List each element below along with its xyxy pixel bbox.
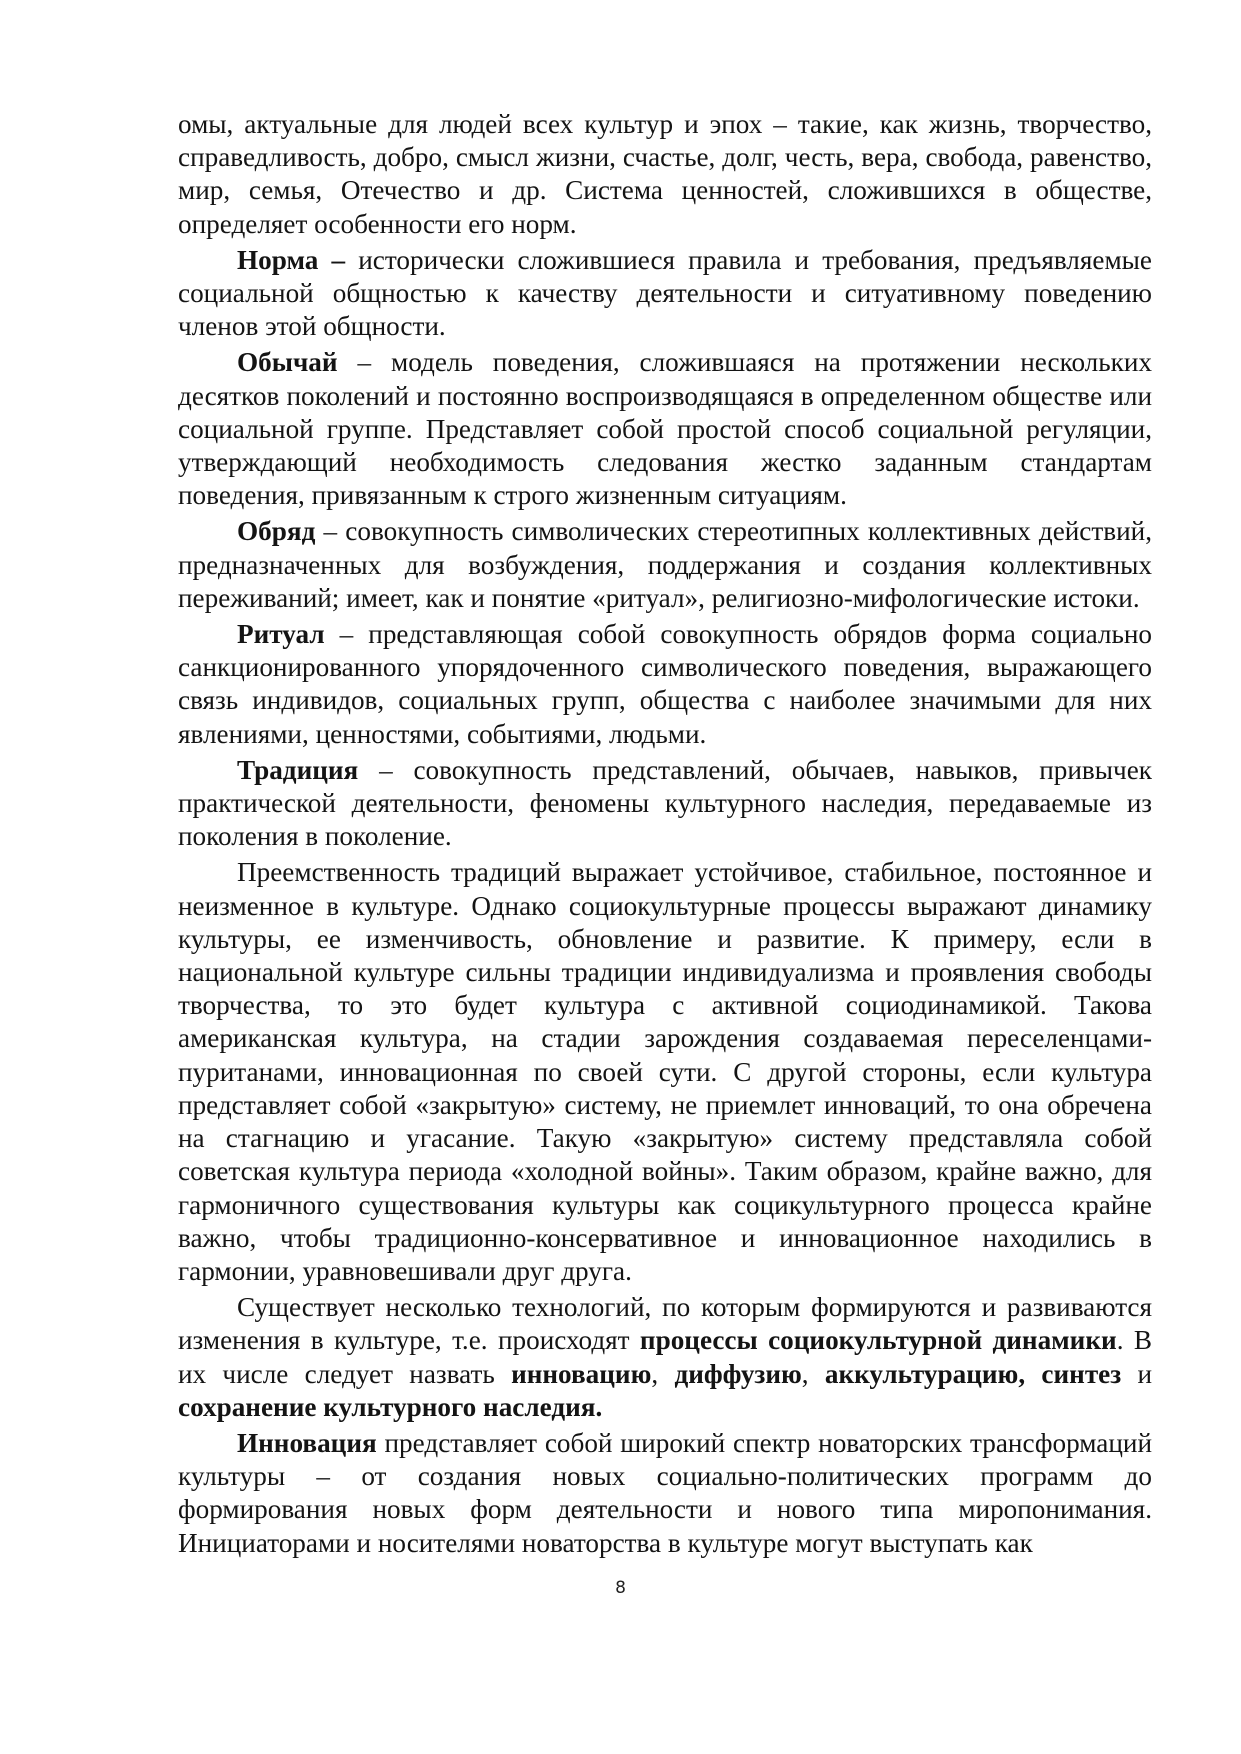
- paragraph-ritual: [178, 618, 1152, 751]
- term-heritage-preservation: сохранение культурного наследия.: [178, 1391, 603, 1422]
- paragraph-values-continuation: омы, актуальные для людей всех культур и эпох – такие, как жизнь, творчество, справедливость, добро, смысл жизни, счастье, долг, честь, вера, свобода, равенство, мир, семья, Отечество и др. Система ценностей, сложившихся в обществе, определяет особенности его норм.: [178, 109, 1152, 239]
- paragraph-norm: [178, 244, 1152, 344]
- term-ritual: Ритуал: [237, 619, 325, 650]
- term-innovation-heading: Инновация: [237, 1427, 377, 1458]
- document-page: [178, 108, 1152, 1560]
- paragraph-continuity: Преемственность традиций выражает устойчивое, стабильное, постоянное и неизменное в культуре. Однако социокультурные процессы выражают динамику культуры, ее изменчивость, обновление и развитие. К примеру, если в национальной культуре сильны традиции индивидуализма и проявления свободы творчества, то это будет культура с активной социодинамикой. Такова американская культура, на стадии зарождения создаваемая переселенцами-пуританами, инновационная по своей сути. С другой стороны, если культура представляет собой «закрытую» систему, не приемлет инноваций, то она обречена на стагнацию и угасание. Такую «закрытую» систему представляла собой советская культура периода «холодной войны». Таким образом, крайне важно, для гармоничного существования культуры как социкультурного процесса крайне важно, чтобы традиционно-консервативное и инновационное находились в гармонии, уравновешивали друг друга.: [178, 857, 1152, 1286]
- technologies-text-2: . В их числе следует назвать: [178, 1325, 1152, 1389]
- definition-rite: – совокупность символических стереотипных коллективных действий, предназначенных для возбуждения, поддержания и создания коллективных переживаний; имеет, как и понятие «ритуал», религиозно-мифологические истоки.: [178, 516, 1152, 613]
- definition-custom: – модель поведения, сложившаяся на протяжении нескольких десятков поколений и постоянно воспроизводящаяся в определенном обществе или социальной группе. Представляет собой простой способ социальной регуляции, утверждающий необходимость следования жестко заданным стандартам поведения, привязанным к строго жизненным ситуациям.: [178, 347, 1152, 511]
- technologies-text-5: и: [1121, 1358, 1153, 1389]
- definition-ritual: – представляющая собой совокупность обрядов форма социально санкционированного упорядоченного символического поведения, выражающего связь индивидов, социальных групп, общества с наиболее значимыми для них явлениями, ценностями, событиями, людьми.: [178, 619, 1152, 749]
- term-tradition: Традиция: [237, 754, 359, 785]
- term-diffusion: диффузию: [674, 1358, 802, 1389]
- term-rite: Обряд: [237, 516, 316, 547]
- definition-norm: исторически сложившиеся правила и требования, предъявляемые социальной общностью к качеству деятельности и ситуативному поведению членов этой общности.: [178, 244, 1152, 342]
- paragraph-tradition: [178, 754, 1152, 854]
- term-sociocultural-dynamics: процессы социокультурной динамики: [639, 1325, 1117, 1356]
- page-number: 8: [615, 1578, 626, 1598]
- definition-tradition: – совокупность представлений, обычаев, навыков, привычек практической деятельности, феномены культурного наследия, передаваемые из поколения в поколение.: [178, 754, 1152, 852]
- technologies-text-1: Существует несколько технологий, по которым формируются и развиваются изменения в культуре, т.е. происходят: [178, 1292, 1152, 1356]
- term-innovation: инновацию: [511, 1358, 652, 1389]
- paragraph-custom: [178, 346, 1152, 512]
- definition-innovation: представляет собой широкий спектр новаторских трансформаций культуры – от создания новых социально-политических программ до формирования новых форм деятельности и нового типа миропонимания. Инициаторами и носителями новаторства в культуре могут выступать как: [178, 1427, 1152, 1558]
- technologies-text-4: ,: [801, 1358, 825, 1389]
- term-acculturation-synthesis: аккультурацию, синтез: [824, 1358, 1122, 1389]
- term-custom: Обычай: [237, 347, 338, 378]
- paragraph-rite: [178, 515, 1152, 615]
- paragraph-technologies: [178, 1291, 1152, 1424]
- paragraph-innovation: [178, 1427, 1152, 1560]
- term-norm: Норма –: [237, 244, 346, 275]
- technologies-text-3: ,: [651, 1358, 675, 1389]
